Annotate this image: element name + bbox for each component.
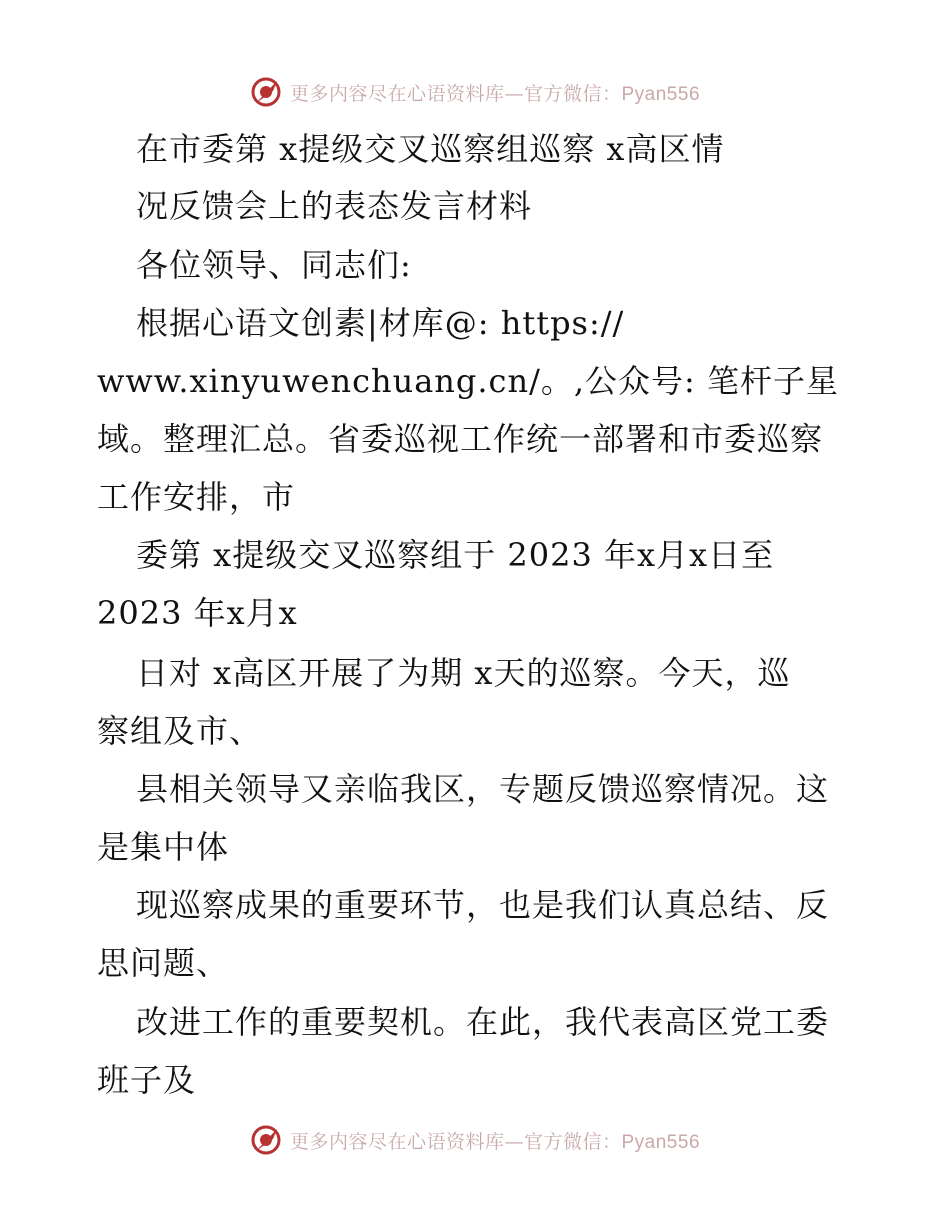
body-line: 班子及 (97, 1061, 197, 1099)
body-line: 察组及市、 (97, 712, 263, 750)
watermark-wechat-id: Pyan556 (621, 1131, 701, 1153)
body-line: 日对 x高区开展了为期 x天的巡察。今天，巡 (136, 654, 791, 692)
body-line: 域。整理汇总。省委巡视工作统一部署和市委巡察 (97, 420, 824, 458)
header-watermark (0, 72, 950, 112)
body-line: 现巡察成果的重要环节，也是我们认真总结、反 (136, 886, 830, 924)
body-line: 2023 年x月x (97, 594, 298, 632)
footer-watermark (0, 1120, 950, 1160)
body-line: 是集中体 (97, 828, 230, 866)
document-title-line-2: 况反馈会上的表态发言材料 (136, 187, 533, 225)
body-line: 改进工作的重要契机。在此，我代表高区党工委 (136, 1003, 830, 1041)
body-line: 工作安排，市 (97, 478, 296, 516)
quill-logo-icon (250, 1124, 282, 1156)
watermark-text: 更多内容尽在心语资料库—官方微信：Pyan556 (289, 82, 701, 105)
body-line: 思问题、 (97, 944, 230, 982)
body-line: 县相关领导又亲临我区，专题反馈巡察情况。这 (136, 770, 830, 808)
body-line: 根据心语文创素|材库@: https:// (136, 304, 625, 342)
quill-logo-icon (250, 76, 282, 108)
body-line: www.xinyuwenchuang.cn/。,公众号: 笔杆子星 (97, 362, 839, 400)
watermark-text: 更多内容尽在心语资料库—官方微信：Pyan556 (289, 1130, 701, 1153)
salutation: 各位领导、同志们: (136, 246, 412, 284)
watermark-wechat-id: Pyan556 (621, 83, 701, 105)
document-title-line-1: 在市委第 x提级交叉巡察组巡察 x高区情 (136, 130, 725, 168)
body-line: 委第 x提级交叉巡察组于 2023 年x月x日至 (136, 536, 775, 574)
